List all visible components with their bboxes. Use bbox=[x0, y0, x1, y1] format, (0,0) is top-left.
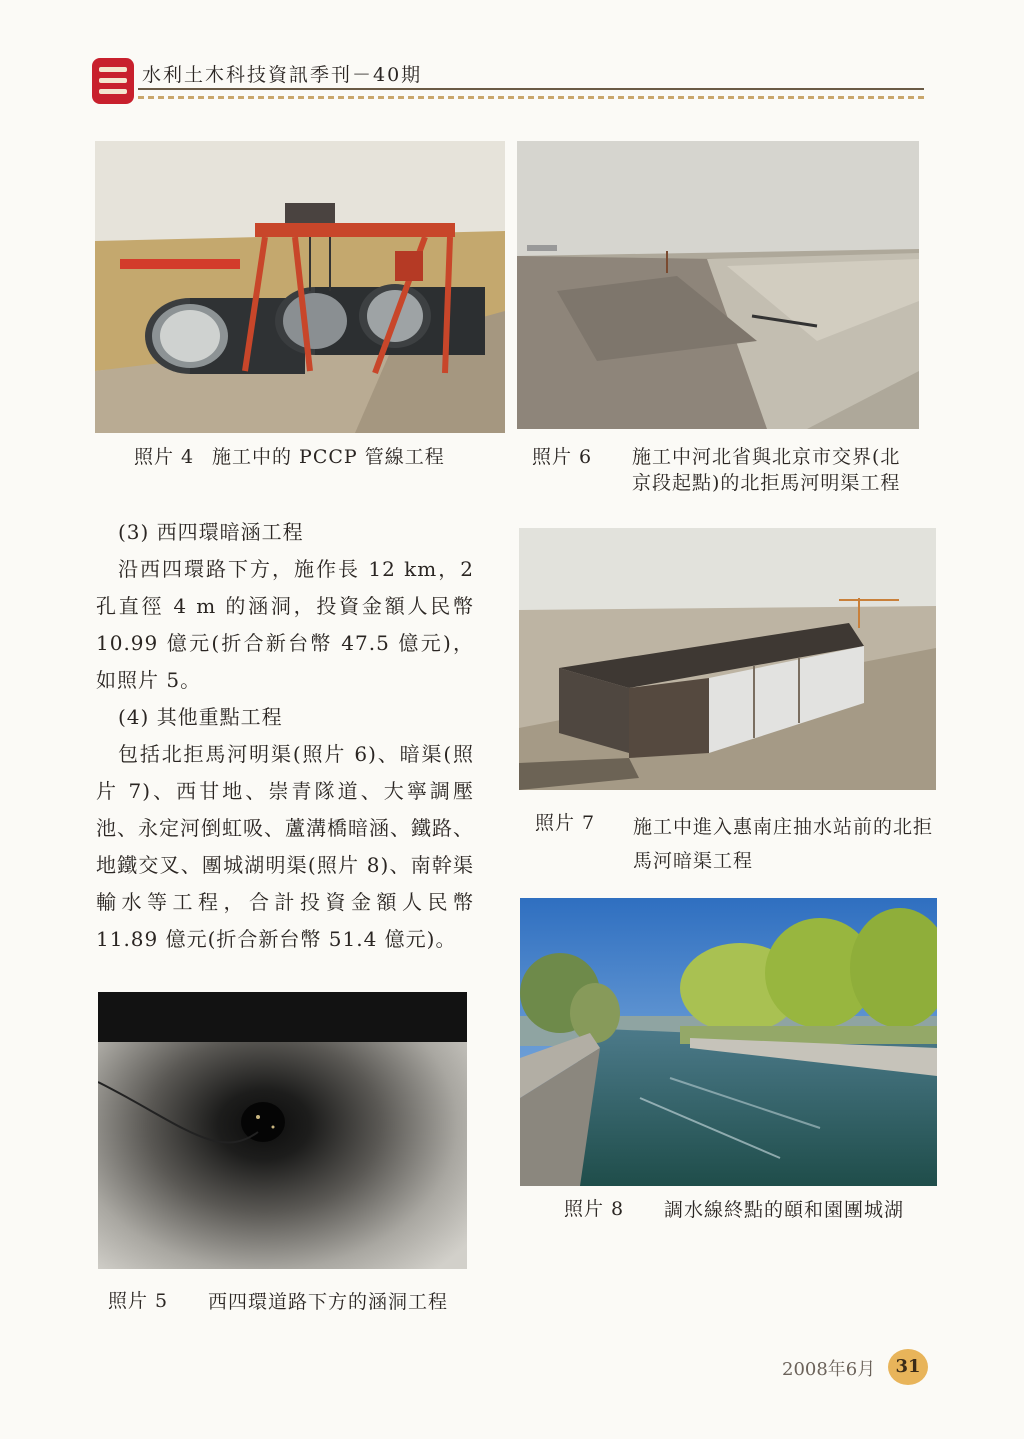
photo-6-text: 施工中河北省與北京市交界(北京段起點)的北拒馬河明渠工程 bbox=[632, 446, 901, 494]
section-4-paragraph: 包括北拒馬河明渠(照片 6)、暗渠(照片 7)、西甘地、崇青隊道、大寧調壓池、永定河倒虹吸、蘆溝橋暗涵、鐵路、地鐵交叉、團城湖明渠(照片 8)、南幹渠輸水等工程，合計投資金額人民幣 11.89 億元(折合新台幣 51.4 億元)。 bbox=[96, 742, 474, 951]
photo-7-box-culvert bbox=[519, 528, 936, 790]
photo-5-number: 照片 5 bbox=[108, 1290, 169, 1312]
photo-8-lake bbox=[520, 898, 937, 1186]
photo-8-number: 照片 8 bbox=[564, 1198, 625, 1220]
photo-8-text: 調水線終點的頤和園團城湖 bbox=[664, 1199, 905, 1221]
photo-7-text: 施工中進入惠南庄抽水站前的北拒馬河暗渠工程 bbox=[633, 816, 934, 872]
body-text bbox=[96, 514, 474, 958]
photo-6-number: 照片 6 bbox=[532, 446, 593, 468]
tunnel-photo-icon bbox=[98, 992, 467, 1269]
section-3-heading: (3) 西四環暗涵工程 bbox=[118, 520, 304, 544]
photo-5-text: 西四環道路下方的涵洞工程 bbox=[208, 1291, 449, 1313]
open-channel-photo-icon bbox=[517, 141, 919, 429]
page-number: 31 bbox=[888, 1349, 928, 1385]
photo-4-pccp-pipeline bbox=[95, 141, 505, 433]
photo-6-open-channel bbox=[517, 141, 919, 429]
photo-4-number: 照片 4 bbox=[134, 446, 195, 468]
issue-date: 2008年6月 bbox=[782, 1359, 876, 1380]
section-4-heading: (4) 其他重點工程 bbox=[118, 705, 283, 729]
header-divider bbox=[138, 88, 924, 100]
section-3-paragraph: 沿西四環路下方，施作長 12 km，2 孔直徑 4 m 的涵洞，投資金額人民幣 10.99 億元(折合新台幣 47.5 億元)，如照片 5。 bbox=[96, 557, 474, 692]
journal-logo-icon bbox=[92, 58, 134, 104]
photo-7-number: 照片 7 bbox=[535, 812, 596, 834]
photo-5-tunnel bbox=[98, 992, 467, 1269]
pccp-pipeline-photo-icon bbox=[95, 141, 505, 433]
box-culvert-photo-icon bbox=[519, 528, 936, 790]
journal-title: 水利土木科技資訊季刊－40期 bbox=[142, 64, 423, 86]
lake-photo-icon bbox=[520, 898, 937, 1186]
photo-4-text: 施工中的 PCCP 管線工程 bbox=[212, 446, 445, 468]
